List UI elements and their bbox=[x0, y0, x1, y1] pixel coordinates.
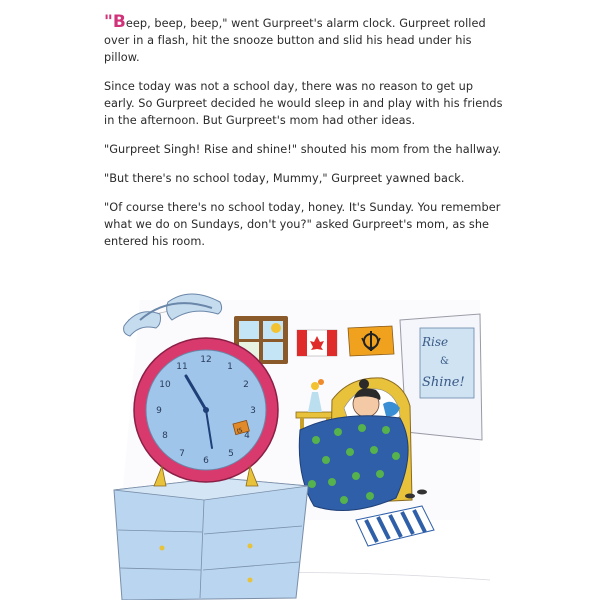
door-sign-shine: Shine! bbox=[422, 375, 465, 390]
dresser bbox=[114, 478, 308, 600]
canada-flag bbox=[297, 330, 337, 356]
bedroom-illustration bbox=[100, 280, 500, 600]
clock-number-10: 10 bbox=[159, 380, 171, 390]
paragraph-5: "Of course there's no school today, honey. It's Sunday. You remember what we do on Sundays, don't you?" asked Gurpreet's mom, as she entered his room. bbox=[104, 201, 501, 248]
paragraph-1-text: eep, beep, beep," went Gurpreet's alarm clock. Gurpreet rolled over in a flash, hit the snooze button and slid his head under his pillow. bbox=[104, 17, 486, 64]
clock-number-3: 3 bbox=[250, 406, 256, 416]
clock-number-6: 6 bbox=[203, 456, 209, 466]
clock-badge: IS bbox=[236, 426, 244, 436]
clock-number-2: 2 bbox=[243, 380, 249, 390]
story-text bbox=[104, 14, 504, 262]
paragraph-4: "But there's no school today, Mummy," Gurpreet yawned back. bbox=[104, 172, 465, 185]
door-sign-rise: Rise bbox=[422, 335, 449, 349]
khanda-banner bbox=[348, 326, 394, 356]
clock-number-12: 12 bbox=[200, 355, 212, 365]
clock-number-1: 1 bbox=[227, 362, 233, 372]
clock-number-4: 4 bbox=[244, 431, 250, 441]
clock-number-9: 9 bbox=[156, 406, 162, 416]
paragraph-3: "Gurpreet Singh! Rise and shine!" shouted his mom from the hallway. bbox=[104, 143, 502, 156]
clock-number-11: 11 bbox=[176, 362, 188, 372]
clock-number-7: 7 bbox=[179, 449, 185, 459]
clock-number-8: 8 bbox=[162, 431, 168, 441]
door bbox=[400, 314, 482, 440]
paragraph-2: Since today was not a school day, there was no reason to get up early. So Gurpreet decided he would sleep in and play with his friends in the afternoon. But Gurpreet's mom had other ideas. bbox=[104, 80, 503, 127]
clock-number-5: 5 bbox=[228, 449, 234, 459]
drop-cap: "B bbox=[104, 12, 126, 32]
paragraph-1 bbox=[104, 14, 504, 66]
door-sign-and: & bbox=[440, 356, 449, 367]
